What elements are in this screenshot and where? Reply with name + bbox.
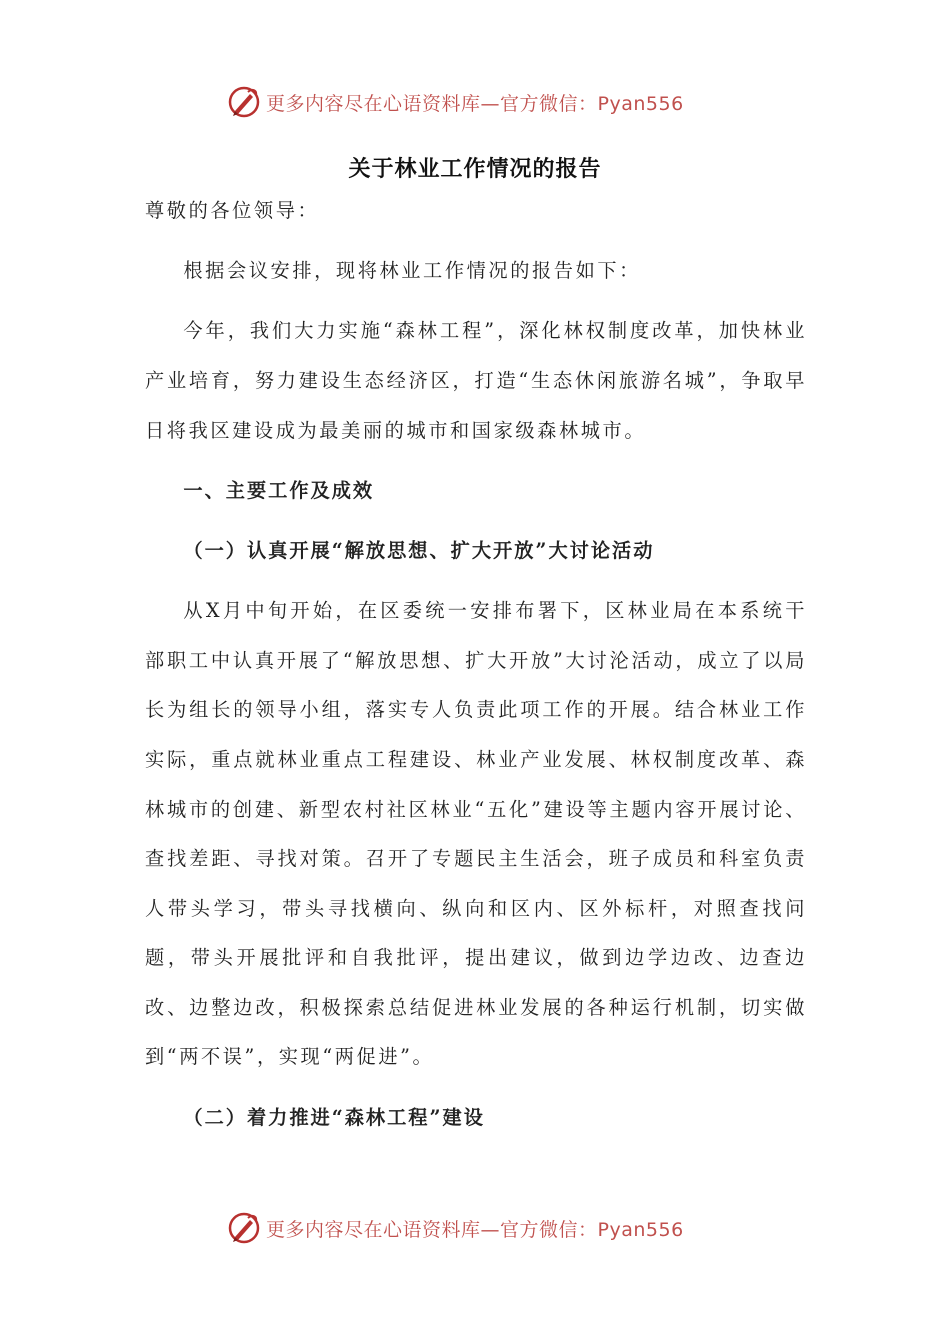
watermark-text: 更多内容尽在心语资料库—官方微信：Pyan556	[266, 1218, 684, 1241]
overview-paragraph: 今年，我们大力实施“森林工程”，深化林权制度改革，加快林业产业培育，努力建设生态经济区，打造“生态休闲旅游名城”，争取早日将我区建设成为最美丽的城市和国家级森林城市。	[145, 319, 807, 442]
section-heading-1: 一、主要工作及成效	[183, 478, 375, 502]
watermark-text: 更多内容尽在心语资料库—官方微信：Pyan556	[266, 92, 684, 115]
watermark-banner-top	[226, 82, 746, 122]
subsection-heading-1: （一）认真开展“解放思想、扩大开放”大讨论活动	[183, 538, 655, 562]
document-title: 关于林业工作情况的报告	[348, 156, 602, 182]
pen-circle-logo-icon	[226, 84, 262, 120]
pen-circle-logo-icon	[226, 1210, 262, 1246]
subsection-1-paragraph: 从X月中旬开始，在区委统一安排布署下，区林业局在本系统干部职工中认真开展了“解放思想、扩大开放”大讨沦活动，成立了以局长为组长的领导小组，落实专人负责此项工作的开展。结合林业工作实际，重点就林业重点工程建设、林业产业发展、林权制度改革、森林城市的创建、新型农村社区林业“五化”建设等主题内容开展讨论、查找差距、寻找对策。召开了专题民主生活会，班子成员和科室负责人带头学习，带头寻找横向、纵向和区内、区外标杆，对照查找问题，带头开展批评和自我批评，提出建议，做到边学边改、边查边改、边整边改，积极探索总结促进林业发展的各种运行机制，切实做到“两不误”，实现“两促进”。	[145, 599, 807, 1069]
intro-paragraph: 根据会议安排，现将林业工作情况的报告如下：	[183, 259, 641, 283]
salutation: 尊敬的各位领导：	[145, 199, 320, 222]
subsection-heading-2: （二）着力推进“森林工程”建设	[183, 1105, 485, 1129]
watermark-banner-bottom	[226, 1208, 746, 1248]
document-body	[145, 186, 807, 1142]
